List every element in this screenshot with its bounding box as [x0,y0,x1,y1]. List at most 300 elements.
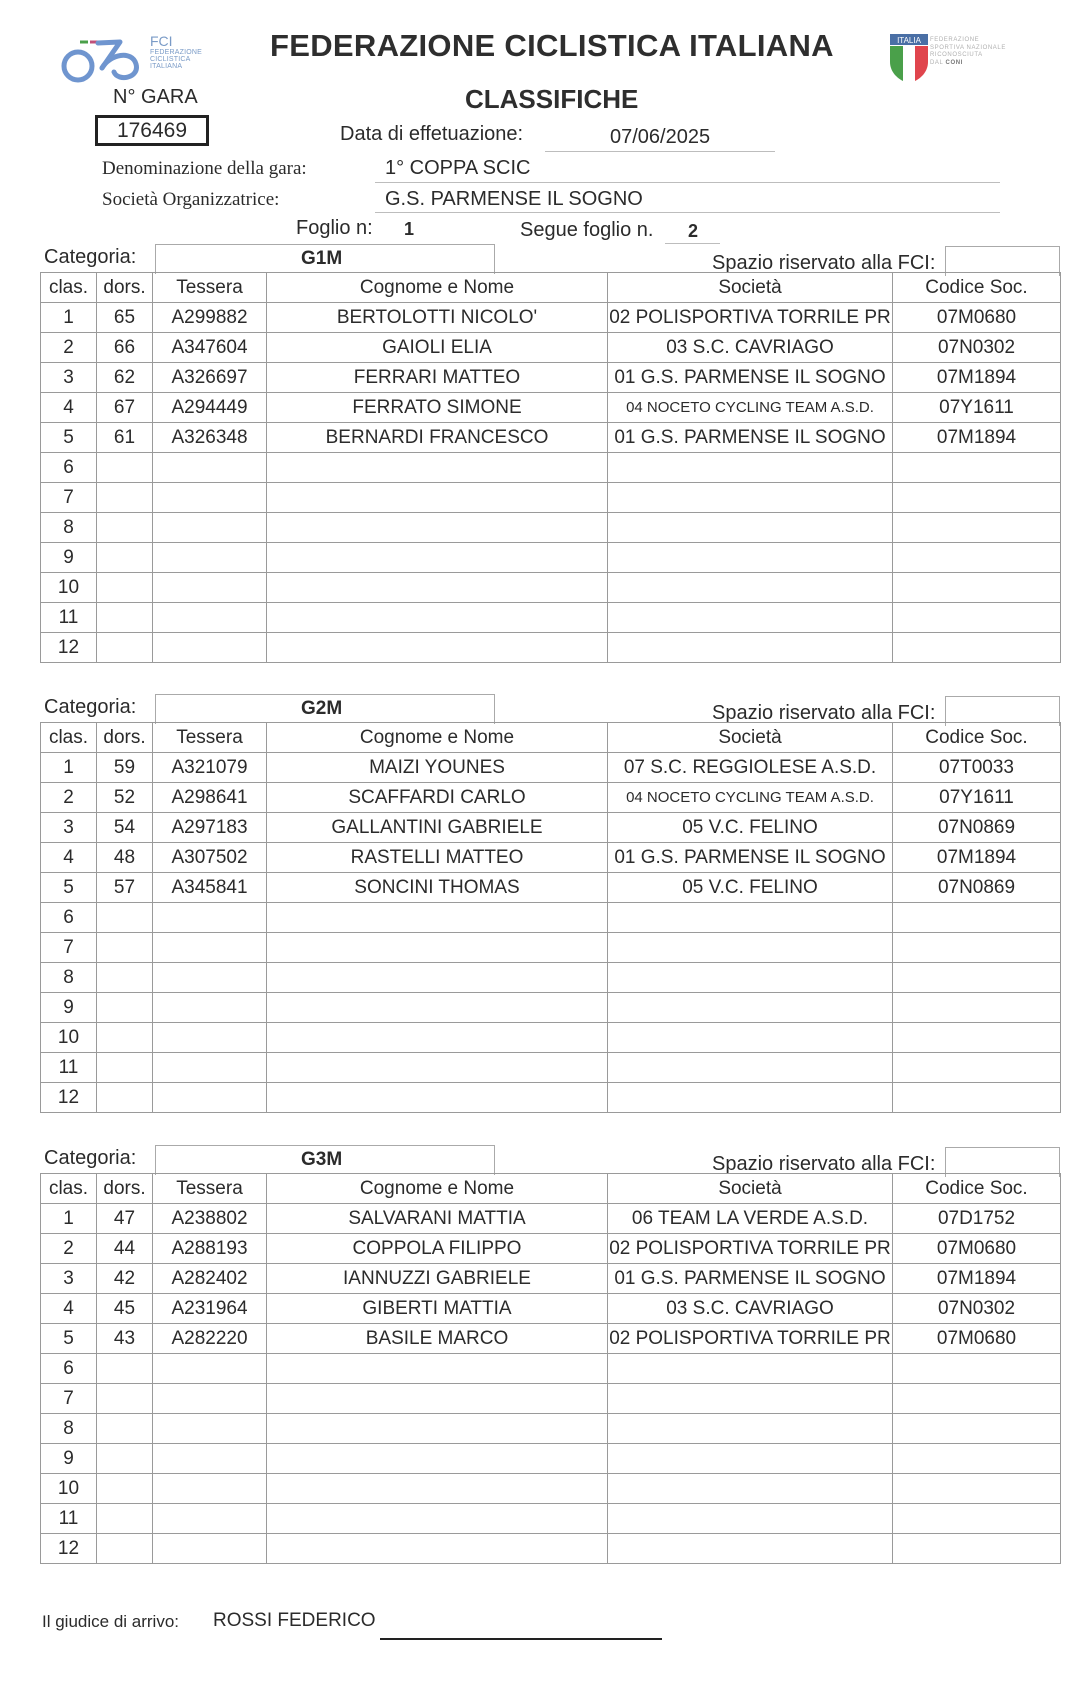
cell-dors: 47 [97,1204,153,1234]
cell-nome [267,1414,608,1444]
cell-dors: 57 [97,873,153,903]
cell-societa [608,633,893,663]
category-name: G2M [155,694,495,724]
cell-societa [608,1444,893,1474]
cell-tessera [153,1504,267,1534]
table-header-row [41,1174,1061,1204]
category-label: Categoria: [44,1147,137,1169]
cell-clas: 7 [41,483,97,513]
table-row [41,363,1061,393]
cell-codice-soc [893,1083,1061,1113]
cell-codice-soc [893,573,1061,603]
cell-dors [97,1354,153,1384]
cell-nome: SALVARANI MATTIA [267,1204,608,1234]
sheet-label: Foglio n: [296,217,373,239]
cell-tessera: A297183 [153,813,267,843]
cell-tessera: A347604 [153,333,267,363]
cell-clas: 10 [41,1023,97,1053]
cell-societa: 07 S.C. REGGIOLESE A.S.D. [608,753,893,783]
cell-dors: 65 [97,303,153,333]
cell-tessera: A326348 [153,423,267,453]
cell-codice-soc [893,1414,1061,1444]
race-name-label: Denominazione della gara: [102,158,307,179]
cell-dors: 42 [97,1264,153,1294]
document-title: FEDERAZIONE CICLISTICA ITALIANA [270,28,834,63]
cell-codice-soc [893,1384,1061,1414]
table-row [41,483,1061,513]
cell-nome [267,1444,608,1474]
column-header-clas: clas. [41,723,97,753]
cell-nome [267,1023,608,1053]
cell-codice-soc: 07M0680 [893,1324,1061,1354]
cell-societa: 05 V.C. FELINO [608,873,893,903]
cell-tessera: A345841 [153,873,267,903]
signature-line [380,1638,662,1640]
cell-nome: FERRARI MATTEO [267,363,608,393]
cell-nome [267,483,608,513]
cell-societa [608,1083,893,1113]
cell-tessera: A299882 [153,303,267,333]
table-row [41,1474,1061,1504]
race-number-box: 176469 [95,115,209,146]
cell-dors [97,933,153,963]
cell-dors: 45 [97,1294,153,1324]
cell-societa: 06 TEAM LA VERDE A.S.D. [608,1204,893,1234]
cell-nome: GIBERTI MATTIA [267,1294,608,1324]
cell-nome [267,993,608,1023]
cell-clas: 11 [41,1053,97,1083]
cell-tessera [153,453,267,483]
cell-dors: 66 [97,333,153,363]
cell-societa [608,1414,893,1444]
cell-clas: 1 [41,753,97,783]
column-header-societa: Società [608,1174,893,1204]
cell-societa [608,543,893,573]
cell-codice-soc [893,1354,1061,1384]
table-row [41,1234,1061,1264]
cell-codice-soc [893,1023,1061,1053]
cell-dors [97,1384,153,1414]
cell-nome [267,543,608,573]
cell-societa [608,1384,893,1414]
cell-codice-soc: 07D1752 [893,1204,1061,1234]
cell-tessera [153,573,267,603]
document-subtitle: CLASSIFICHE [465,84,639,114]
cell-codice-soc: 07N0302 [893,333,1061,363]
table-row [41,783,1061,813]
table-row [41,1294,1061,1324]
coni-logo-text: FEDERAZIONE SPORTIVA NAZIONALE RICONOSCIUTA DAL CONI [930,37,1006,66]
date-label: Data di effetuazione: [340,123,524,145]
cell-societa [608,483,893,513]
cell-dors [97,1414,153,1444]
cell-clas: 4 [41,393,97,423]
cell-clas: 9 [41,1444,97,1474]
cell-tessera [153,933,267,963]
sheet-value: 1 [404,219,415,239]
cell-codice-soc [893,1444,1061,1474]
cell-dors [97,543,153,573]
table-row [41,303,1061,333]
cell-dors [97,1023,153,1053]
column-header-societa: Società [608,273,893,303]
table-row [41,1053,1061,1083]
table-row [41,543,1061,573]
table-row [41,1384,1061,1414]
column-header-societa: Società [608,723,893,753]
cell-dors: 61 [97,423,153,453]
cell-societa [608,573,893,603]
cell-clas: 9 [41,993,97,1023]
cell-dors [97,1444,153,1474]
cell-societa: 01 G.S. PARMENSE IL SOGNO [608,1264,893,1294]
column-header-nome: Cognome e Nome [267,723,608,753]
cell-tessera [153,903,267,933]
cell-societa [608,1504,893,1534]
organizer-label: Società Organizzatrice: [102,189,280,210]
cell-nome [267,933,608,963]
cell-nome: SCAFFARDI CARLO [267,783,608,813]
cell-societa [608,903,893,933]
cell-clas: 7 [41,1384,97,1414]
cell-dors [97,513,153,543]
cell-societa [608,1474,893,1504]
column-header-tessera: Tessera [153,723,267,753]
cell-nome [267,963,608,993]
cell-dors: 43 [97,1324,153,1354]
table-row [41,573,1061,603]
cell-dors: 52 [97,783,153,813]
column-header-clas: clas. [41,273,97,303]
cell-dors [97,1053,153,1083]
italia-coni-shield-icon [890,34,928,82]
cell-nome: BASILE MARCO [267,1324,608,1354]
cell-codice-soc: 07M1894 [893,1264,1061,1294]
cell-dors [97,573,153,603]
table-row [41,1204,1061,1234]
cell-clas: 4 [41,843,97,873]
table-row [41,1083,1061,1113]
cell-codice-soc: 07N0302 [893,1294,1061,1324]
cell-tessera: A298641 [153,783,267,813]
cell-dors: 44 [97,1234,153,1264]
cell-nome [267,513,608,543]
cell-nome [267,1504,608,1534]
cell-societa [608,603,893,633]
cell-clas: 2 [41,783,97,813]
cell-clas: 5 [41,873,97,903]
column-header-dors: dors. [97,723,153,753]
cell-dors [97,453,153,483]
column-header-nome: Cognome e Nome [267,1174,608,1204]
cell-dors: 48 [97,843,153,873]
cell-clas: 5 [41,423,97,453]
cell-clas: 11 [41,1504,97,1534]
cell-tessera: A321079 [153,753,267,783]
table-row [41,423,1061,453]
table-header-row [41,723,1061,753]
category-name: G1M [155,244,495,274]
race-name-value: 1° COPPA SCIC [385,157,531,179]
cell-societa [608,513,893,543]
cell-societa [608,453,893,483]
cell-clas: 1 [41,303,97,333]
cell-nome [267,1083,608,1113]
cell-tessera [153,1474,267,1504]
fci-reserved-label: Spazio riservato alla FCI: [712,1153,936,1175]
cell-tessera [153,483,267,513]
cell-codice-soc [893,453,1061,483]
cell-societa: 04 NOCETO CYCLING TEAM A.S.D. [608,783,893,813]
column-header-tessera: Tessera [153,1174,267,1204]
cell-clas: 6 [41,453,97,483]
results-table [40,1173,1061,1564]
cell-nome [267,1474,608,1504]
cell-societa: 02 POLISPORTIVA TORRILE PR [608,1234,893,1264]
cell-societa [608,933,893,963]
cell-codice-soc [893,633,1061,663]
cell-dors [97,963,153,993]
cell-codice-soc: 07M0680 [893,1234,1061,1264]
cell-societa: 03 S.C. CAVRIAGO [608,1294,893,1324]
date-underline [545,151,775,152]
cell-societa: 02 POLISPORTIVA TORRILE PR [608,1324,893,1354]
cell-tessera [153,1384,267,1414]
table-row [41,603,1061,633]
cell-dors [97,1083,153,1113]
column-header-dors: dors. [97,1174,153,1204]
cell-societa [608,1023,893,1053]
svg-text:ITALIA: ITALIA [897,36,921,45]
cell-societa [608,1053,893,1083]
cell-codice-soc: 07M1894 [893,363,1061,393]
cell-tessera: A282402 [153,1264,267,1294]
cell-tessera: A231964 [153,1294,267,1324]
cell-dors [97,483,153,513]
table-row [41,903,1061,933]
cell-tessera [153,603,267,633]
cell-clas: 12 [41,1534,97,1564]
column-header-tessera: Tessera [153,273,267,303]
cell-tessera [153,1414,267,1444]
cell-clas: 3 [41,813,97,843]
judge-name: ROSSI FEDERICO [213,1610,376,1631]
table-row [41,1324,1061,1354]
cell-nome: RASTELLI MATTEO [267,843,608,873]
cell-codice-soc [893,483,1061,513]
organizer-value: G.S. PARMENSE IL SOGNO [385,188,643,210]
cell-nome: SONCINI THOMAS [267,873,608,903]
cell-nome [267,633,608,663]
table-row [41,1534,1061,1564]
cell-dors [97,1474,153,1504]
cell-societa: 01 G.S. PARMENSE IL SOGNO [608,843,893,873]
cell-codice-soc [893,993,1061,1023]
cell-tessera [153,633,267,663]
cell-societa: 05 V.C. FELINO [608,813,893,843]
cell-dors [97,1534,153,1564]
table-row [41,753,1061,783]
table-row [41,993,1061,1023]
fci-bicycle-logo-icon [58,28,146,84]
cell-tessera [153,1444,267,1474]
organizer-underline [375,212,1000,213]
race-number-label: N° GARA [113,86,198,108]
cell-clas: 6 [41,1354,97,1384]
category-name: G3M [155,1145,495,1175]
cell-dors: 54 [97,813,153,843]
cell-clas: 1 [41,1204,97,1234]
cell-nome: COPPOLA FILIPPO [267,1234,608,1264]
cell-dors: 67 [97,393,153,423]
cell-societa: 01 G.S. PARMENSE IL SOGNO [608,363,893,393]
cell-societa: 04 NOCETO CYCLING TEAM A.S.D. [608,393,893,423]
results-table [40,272,1061,663]
next-sheet-value: 2 [688,221,699,241]
cell-tessera: A294449 [153,393,267,423]
cell-tessera [153,1053,267,1083]
cell-tessera [153,993,267,1023]
cell-nome [267,603,608,633]
cell-nome [267,453,608,483]
cell-clas: 2 [41,1234,97,1264]
table-row [41,633,1061,663]
cell-nome [267,1384,608,1414]
cell-tessera: A307502 [153,843,267,873]
column-header-codice-soc: Codice Soc. [893,273,1061,303]
cell-dors [97,1504,153,1534]
cell-dors: 59 [97,753,153,783]
column-header-nome: Cognome e Nome [267,273,608,303]
cell-clas: 2 [41,333,97,363]
cell-codice-soc [893,603,1061,633]
cell-codice-soc [893,543,1061,573]
cell-tessera: A326697 [153,363,267,393]
cell-clas: 3 [41,1264,97,1294]
cell-tessera: A238802 [153,1204,267,1234]
judge-label: Il giudice di arrivo: [42,1612,180,1631]
column-header-dors: dors. [97,273,153,303]
cell-codice-soc [893,1504,1061,1534]
table-row [41,513,1061,543]
cell-societa [608,1354,893,1384]
table-row [41,873,1061,903]
coni-logo [890,34,1050,84]
cell-clas: 7 [41,933,97,963]
fci-reserved-label: Spazio riservato alla FCI: [712,252,936,274]
cell-codice-soc [893,1534,1061,1564]
cell-tessera [153,1354,267,1384]
column-header-clas: clas. [41,1174,97,1204]
next-sheet-label: Segue foglio n. [520,219,654,241]
cell-tessera: A282220 [153,1324,267,1354]
cell-tessera [153,1534,267,1564]
cell-dors [97,993,153,1023]
fci-logo-text: FCI FEDERAZIONE CICLISTICA ITALIANA [150,33,202,71]
cell-codice-soc [893,903,1061,933]
cell-tessera [153,543,267,573]
cell-clas: 8 [41,963,97,993]
cell-codice-soc [893,963,1061,993]
cell-nome [267,903,608,933]
cell-clas: 8 [41,513,97,543]
cell-nome: BERTOLOTTI NICOLO' [267,303,608,333]
table-row [41,333,1061,363]
cell-codice-soc: 07N0869 [893,813,1061,843]
cell-tessera [153,963,267,993]
table-row [41,1023,1061,1053]
date-value: 07/06/2025 [610,126,711,148]
column-header-codice-soc: Codice Soc. [893,723,1061,753]
cell-tessera [153,513,267,543]
cell-codice-soc: 07Y1611 [893,393,1061,423]
cell-tessera: A288193 [153,1234,267,1264]
cell-codice-soc: 07M1894 [893,843,1061,873]
cell-codice-soc: 07T0033 [893,753,1061,783]
next-sheet-underline [665,243,720,244]
cell-tessera [153,1023,267,1053]
cell-clas: 8 [41,1414,97,1444]
cell-nome: FERRATO SIMONE [267,393,608,423]
table-row [41,1444,1061,1474]
results-table [40,722,1061,1113]
table-row [41,933,1061,963]
table-row [41,843,1061,873]
cell-dors [97,603,153,633]
column-header-codice-soc: Codice Soc. [893,1174,1061,1204]
race-name-underline [375,182,1000,183]
cell-codice-soc: 07M1894 [893,423,1061,453]
table-row [41,393,1061,423]
table-row [41,1354,1061,1384]
cell-dors: 62 [97,363,153,393]
cell-dors [97,633,153,663]
table-row [41,453,1061,483]
cell-nome: GALLANTINI GABRIELE [267,813,608,843]
cell-clas: 11 [41,603,97,633]
cell-dors [97,903,153,933]
cell-nome: BERNARDI FRANCESCO [267,423,608,453]
cell-nome: MAIZI YOUNES [267,753,608,783]
cell-nome [267,573,608,603]
cell-nome: GAIOLI ELIA [267,333,608,363]
cell-clas: 3 [41,363,97,393]
table-header-row [41,273,1061,303]
fci-logo [58,28,218,88]
cell-societa [608,1534,893,1564]
cell-codice-soc [893,513,1061,543]
cell-clas: 9 [41,543,97,573]
cell-clas: 5 [41,1324,97,1354]
cell-codice-soc: 07M0680 [893,303,1061,333]
cell-societa [608,963,893,993]
cell-codice-soc [893,1053,1061,1083]
cell-nome [267,1534,608,1564]
cell-societa [608,993,893,1023]
cell-clas: 12 [41,633,97,663]
fci-reserved-label: Spazio riservato alla FCI: [712,702,936,724]
cell-codice-soc [893,1474,1061,1504]
cell-nome [267,1354,608,1384]
cell-clas: 4 [41,1294,97,1324]
category-label: Categoria: [44,696,137,718]
cell-nome [267,1053,608,1083]
table-row [41,813,1061,843]
table-row [41,1504,1061,1534]
table-row [41,1414,1061,1444]
table-row [41,963,1061,993]
cell-tessera [153,1083,267,1113]
